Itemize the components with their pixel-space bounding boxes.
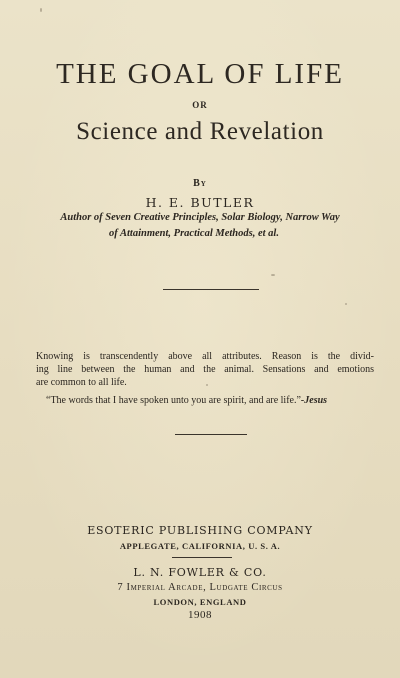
author-name: H. E. BUTLER bbox=[145, 195, 255, 210]
by-label: By bbox=[193, 178, 207, 189]
publisher-1-location: APPLEGATE, CALIFORNIA, U. S. A. bbox=[119, 541, 281, 551]
author-works-line-2: of Attainment, Practical Methods, et al. bbox=[109, 228, 279, 239]
divider-rule bbox=[172, 557, 232, 558]
epigraph-line-3: are common to all life. bbox=[36, 377, 127, 388]
publisher-1-name: ESOTERIC PUBLISHING COMPANY bbox=[87, 524, 313, 537]
quote-attribution: -Jesus bbox=[300, 395, 328, 406]
paper-speck bbox=[40, 8, 42, 12]
epigraph-quote bbox=[46, 394, 376, 407]
epigraph-paragraph bbox=[36, 350, 374, 389]
epigraph-line-1: Knowing is transcendently above all attributes. Reason is the divid- bbox=[36, 351, 374, 362]
or-separator: OR bbox=[192, 100, 208, 110]
paper-speck bbox=[206, 384, 208, 386]
book-title: THE GOAL OF LIFE bbox=[56, 58, 344, 90]
paper-speck bbox=[345, 303, 347, 305]
quote-text: “The words that I have spoken unto you are spirit, and are life.” bbox=[46, 395, 301, 406]
author-works-line-1: Author of Seven Creative Principles, Solar Biology, Narrow Way bbox=[60, 212, 340, 223]
publication-year: 1908 bbox=[188, 609, 212, 621]
publisher-2-address: 7 Imperial Arcade, Ludgate Circus bbox=[117, 582, 283, 593]
paper-speck bbox=[271, 274, 275, 276]
divider-rule bbox=[175, 434, 247, 435]
publisher-2-name: L. N. FOWLER & CO. bbox=[133, 566, 267, 579]
publisher-2-city: LONDON, ENGLAND bbox=[153, 597, 247, 607]
book-subtitle: Science and Revelation bbox=[76, 118, 324, 145]
divider-rule bbox=[163, 289, 259, 290]
epigraph-line-2: ing line between the human and the animal. Sensations and emotions bbox=[36, 364, 374, 375]
